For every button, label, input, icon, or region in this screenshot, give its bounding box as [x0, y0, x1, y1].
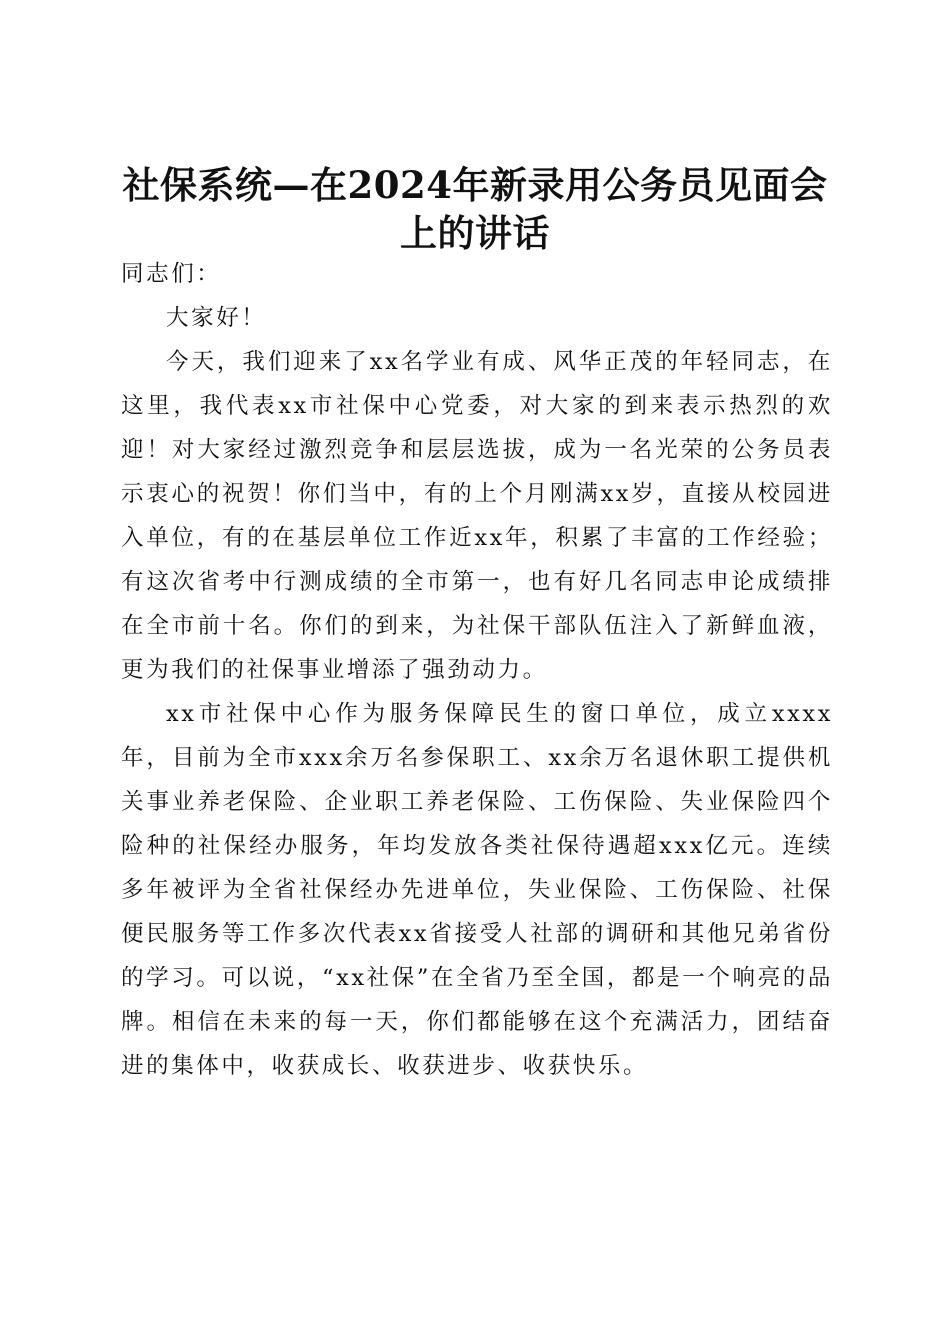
salutation: 同志们：: [121, 261, 222, 287]
paragraph-welcome: 今天，我们迎来了xx名学业有成、风华正茂的年轻同志，在这里，我代表xx市社保中心党委，对大家的到来表示热烈的欢迎！对大家经过激烈竞争和层层选拔，成为一名光荣的公务员表示衷心的祝贺！你们当中，有的上个月刚满xx岁，直接从校园进入单位，有的在基层单位工作近xx年，积累了丰富的工作经验；有这次省考中行测成绩的全市第一，也有好几名同志申论成绩排在全市前十名。你们的到来，为社保干部队伍注入了新鲜血液，更为我们的社保事业增添了强劲动力。: [121, 349, 833, 683]
document-title: 社保系统—在2024年新录用公务员见面会上的讲话: [122, 162, 828, 255]
document-body: [121, 252, 833, 1088]
paragraph-center-introduction: xx市社保中心作为服务保障民生的窗口单位，成立xxxx年，目前为全市xxx余万名参保职工、xx余万名退休职工提供机关事业养老保险、企业职工养老保险、工伤保险、失业保险四个险种的社保经办服务，年均发放各类社保待遇超xxx亿元。连续多年被评为全省社保经办先进单位，失业保险、工伤保险、社保便民服务等工作多次代表xx省接受人社部的调研和其他兄弟省份的学习。可以说，“xx社保”在全省乃至全国，都是一个响亮的品牌。相信在未来的每一天，你们都能够在这个充满活力，团结奋进的集体中，收获成长、收获进步、收获快乐。: [121, 701, 833, 1079]
greeting: 大家好！: [166, 305, 267, 331]
